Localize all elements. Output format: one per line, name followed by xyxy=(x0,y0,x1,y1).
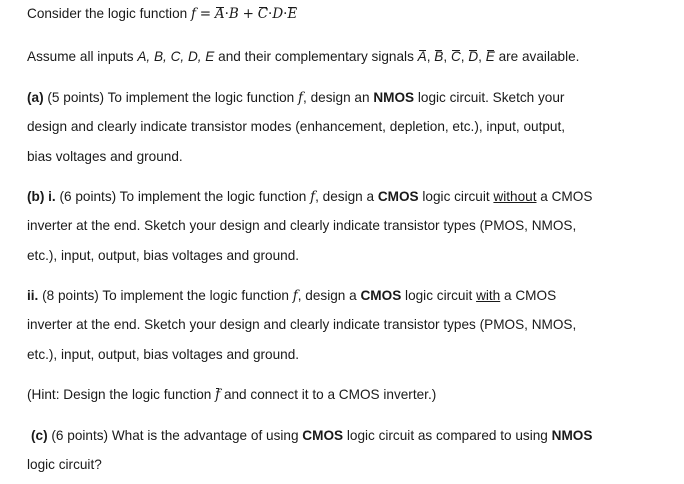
part-a-text: (5 points) To implement the logic function xyxy=(47,90,295,105)
comp-d: D xyxy=(468,49,479,64)
part-bii-line-2: inverter at the end. Sketch your design and clearly indicate transistor types (PMOS, NMOS, xyxy=(27,317,577,332)
part-bii-text: logic circuit xyxy=(405,288,473,303)
func-f: f xyxy=(298,90,304,106)
part-bii-text: , design a xyxy=(297,288,357,303)
var-e-bar: E xyxy=(287,6,298,22)
comma: , xyxy=(478,49,482,64)
part-a-text: logic circuit. Sketch your xyxy=(417,90,565,105)
part-bii-text: (8 points) To implement the logic function xyxy=(42,288,289,303)
part-a-text: , design an xyxy=(303,90,370,105)
comp-e: E xyxy=(485,49,495,64)
equals-sign: = xyxy=(199,6,212,22)
part-bi-line-1 xyxy=(27,189,592,205)
part-bi-text: (6 points) To implement the logic function xyxy=(59,189,307,204)
intro-line xyxy=(27,6,297,22)
assume-line xyxy=(27,49,579,64)
part-bi-label: (b) i. xyxy=(27,189,56,204)
cmos-bold: CMOS xyxy=(377,189,419,204)
cmos-bold: CMOS xyxy=(360,288,402,303)
part-bi-line-2: inverter at the end. Sketch your design and clearly indicate transistor types (PMOS, NMOS, xyxy=(27,218,577,233)
part-a-line-1 xyxy=(27,90,564,106)
hint-text: (Hint: Design the logic function xyxy=(27,387,212,402)
part-bi-text: a CMOS xyxy=(540,189,593,204)
dot-op-3: · xyxy=(283,6,288,22)
with-underlined: with xyxy=(476,288,501,303)
part-a-label: (a) xyxy=(27,90,44,105)
assume-post: are available. xyxy=(498,49,580,64)
part-bi-line-3: etc.), input, output, bias voltages and ground. xyxy=(27,248,300,263)
part-c-line-2: logic circuit? xyxy=(27,457,102,472)
assume-vars: A, B, C, D, E xyxy=(137,49,215,64)
part-a-line-3: bias voltages and ground. xyxy=(27,149,183,164)
part-c-text: logic circuit as compared to using xyxy=(346,428,548,443)
var-a-bar: A xyxy=(214,6,225,22)
part-bii-label: ii. xyxy=(27,288,39,303)
cmos-bold: CMOS xyxy=(302,428,344,443)
func-f: f xyxy=(292,288,298,304)
part-bii-line-3: etc.), input, output, bias voltages and ground. xyxy=(27,347,300,362)
comp-a: A xyxy=(417,49,427,64)
part-c-text: (6 points) What is the advantage of using xyxy=(51,428,299,443)
comp-c: C xyxy=(450,49,461,64)
nmos-bold: NMOS xyxy=(551,428,593,443)
dot-op-2: · xyxy=(268,6,273,22)
intro-text: Consider the logic function xyxy=(27,6,188,21)
comma: , xyxy=(426,49,431,64)
part-a-line-2: design and clearly indicate transistor modes (enhancement, depletion, etc.), input, output, xyxy=(27,119,566,134)
part-bii-line-1 xyxy=(27,288,556,304)
comp-b: B xyxy=(434,49,444,64)
var-c-bar: C xyxy=(257,6,269,22)
comma: , xyxy=(460,49,465,64)
hint-text: and connect it to a CMOS inverter.) xyxy=(223,387,437,402)
func-f: f xyxy=(310,189,316,205)
nmos-bold: NMOS xyxy=(373,90,415,105)
func-f: f xyxy=(190,6,196,22)
var-d: D xyxy=(272,6,284,22)
part-c-label: (c) xyxy=(31,428,48,443)
part-bi-text: logic circuit xyxy=(422,189,490,204)
part-c-line-1 xyxy=(31,428,592,443)
dot-op: · xyxy=(224,6,229,22)
part-bii-text: a CMOS xyxy=(504,288,557,303)
assume-pre: Assume all inputs xyxy=(27,49,134,64)
hint-line xyxy=(27,387,436,403)
var-b: B xyxy=(228,6,239,22)
assume-mid: and their complementary signals xyxy=(218,49,414,64)
func-f-bar: f xyxy=(215,387,221,403)
comma: , xyxy=(443,49,448,64)
part-bi-text: , design a xyxy=(315,189,375,204)
plus-op: + xyxy=(242,6,254,22)
without-underlined: without xyxy=(493,189,537,204)
